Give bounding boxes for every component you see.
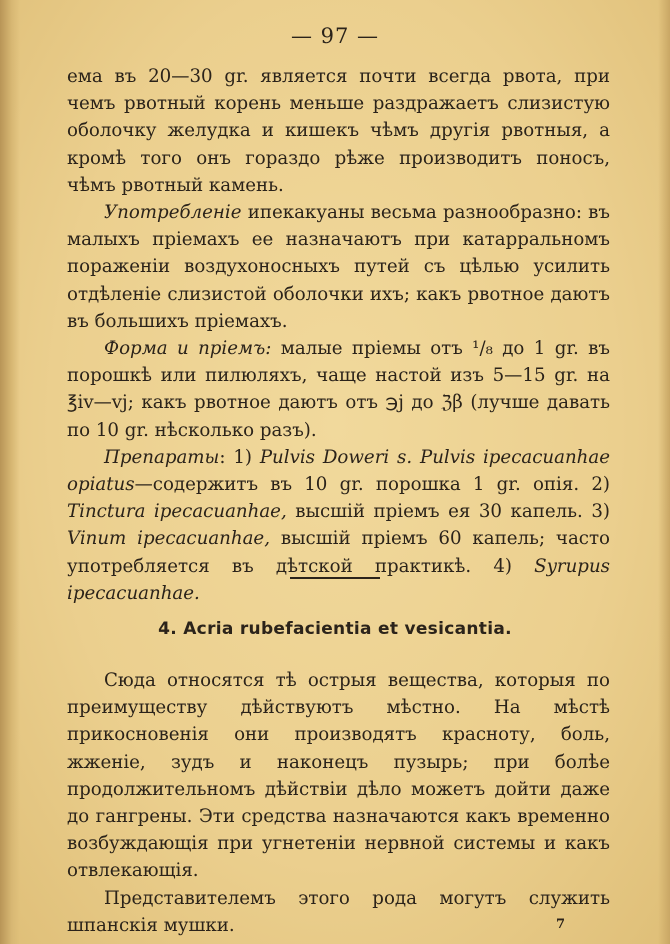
preparations-text-1: : 1): [219, 446, 260, 468]
preparation-tinctura: Tinctura ipecacuanhae,: [67, 501, 287, 523]
section-heading: 4. Acria rubefacientia et vesicantia.: [158, 619, 512, 639]
page-edge-shadow: [658, 0, 670, 944]
dosage-lead: Форма и пріемъ:: [104, 338, 272, 360]
printer-signature-mark: 7: [556, 917, 566, 932]
usage-lead: Употребленіе: [104, 202, 242, 224]
paragraph-dosage: [67, 335, 610, 444]
preparation-vinum: Vinum ipecacuanhae,: [67, 528, 270, 550]
preparations-text-4: высшій пріемъ 60 капель; часто употребляется въ дѣтской практикѣ. 4): [67, 528, 610, 577]
preparations-lead: Препараты: [104, 446, 220, 468]
paragraph-preparations: [67, 444, 610, 607]
preparation-syrupus: Syrupus ipecacuanhae.: [67, 555, 610, 604]
paragraph-acria-description: Сюда относятся тѣ острыя вещества, которыя по преимуществу дѣйствуютъ мѣстно. На мѣстѣ прикосновенія они производятъ красноту, боль, жженіе, зудъ и наконецъ пузырь; при болѣе продолжительномъ дѣйствіи дѣло можетъ дойти даже до гангрены. Эти средства назначаются какъ временно возбуждающія при угнетеніи нервной системы и какъ отвлекающія.: [67, 670, 610, 882]
page-number: — 97 —: [290, 24, 380, 48]
paragraph-emesis: ема въ 20—30 gr. является почти всегда рвота, при чемъ рвотный корень меньше раздражаетъ слизистую оболочку желудка и кишекъ чѣмъ другія рвотныя, а кромѣ того онъ гораздо рѣже производитъ поносъ, чѣмъ рвотный камень.: [67, 66, 610, 196]
dosage-text: малые пріемы отъ ¹/₈ до 1 gr. въ порошкѣ или пилюляхъ, чаще настой изъ 5—15 gr. на ℥iv—vj; какъ рвотное даютъ отъ ℈j до ℨβ (лучше давать по 10 gr. нѣсколько разъ).: [67, 338, 610, 441]
page-gutter-shadow: [0, 0, 20, 944]
paragraph-representative: Представителемъ этого рода могутъ служить шпанскія мушки.: [67, 887, 610, 936]
text-block-bottom: [67, 667, 610, 939]
preparations-text-2: —содержитъ въ 10 gr. порошка 1 gr. опія. 2): [134, 474, 610, 496]
preparation-pulvis-doweri: Pulvis Doweri s. Pulvis ipecacuanhae opiatus: [67, 446, 610, 496]
section-divider: [290, 577, 380, 579]
preparations-text-3: высшій пріемъ ея 30 капель. 3): [286, 501, 610, 523]
text-block-top: [67, 63, 610, 607]
paragraph-usage: [67, 199, 610, 335]
usage-text: ипекакуаны весьма разнообразно: въ малыхъ пріемахъ ее назначаютъ при катарральномъ пораженіи воздухоносныхъ путей съ цѣлью усилить отдѣленіе слизистой оболочки ихъ; какъ рвотное даютъ въ большихъ пріемахъ.: [67, 202, 610, 332]
